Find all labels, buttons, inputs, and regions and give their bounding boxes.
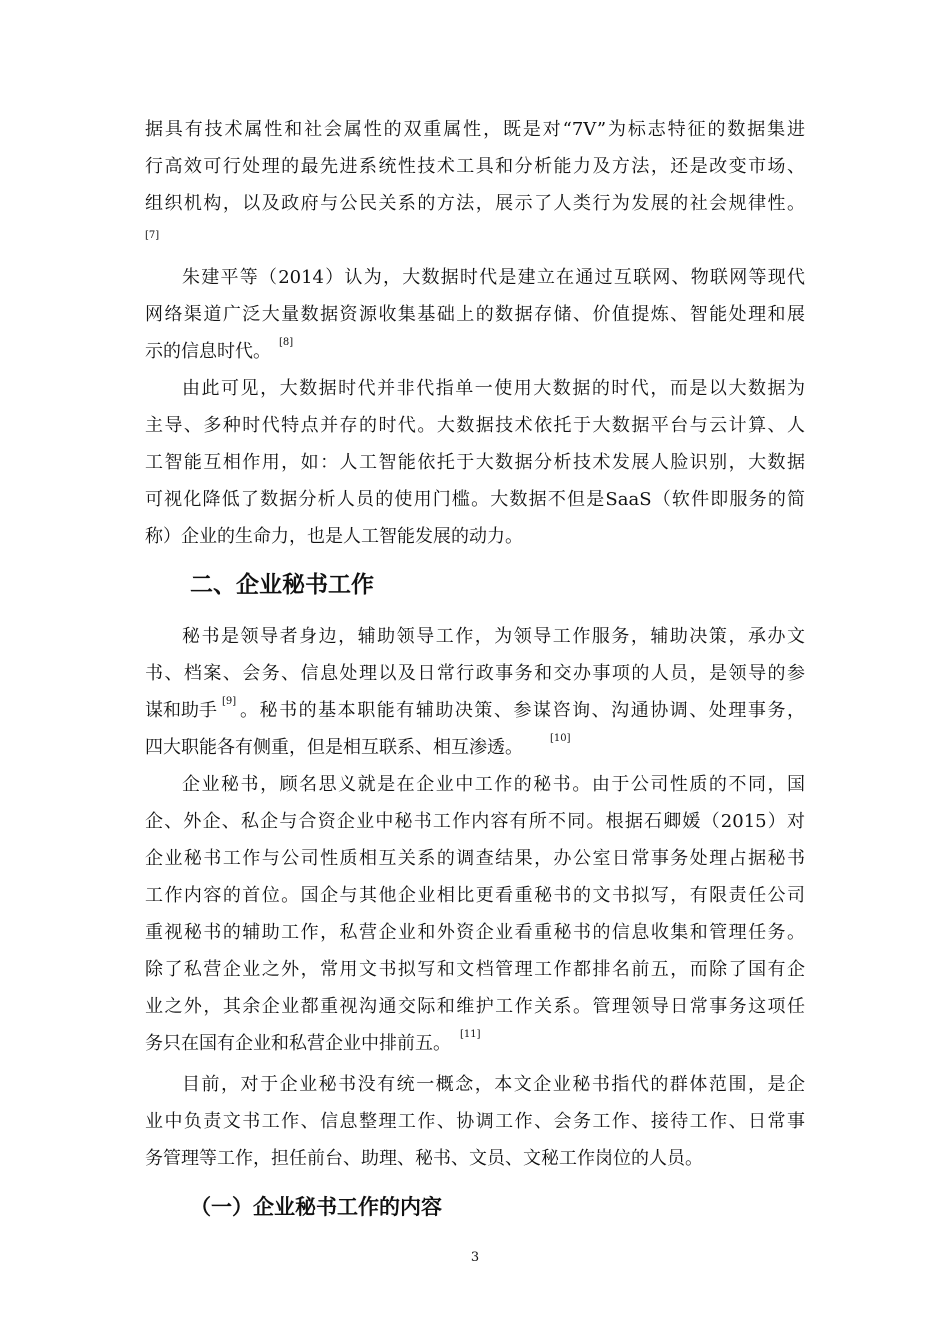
- page-number: 3: [470, 1250, 480, 1265]
- document-page: 据具有技术属性和社会属性的双重属性，既是对“7V”为标志特征的数据集进 行高效可行处理的最先进系统性技术工具和分析能力及方法，还是改变市场、 组织机构，以及政府与公民关系的方法，展示了人类行为发展的社会规律性。 [7] 朱建平等（2014）认为，大数据时代是建立在通过互联网、物联网等现代 网络渠道广泛大量数据资源收集基础上的数据存储、价值提炼、智能处理和展 示的信息时代。 [8] 由此可见，大数据时代并非代指单一使用大数据的时代，而是以大数据为 主导、多种时代特点并存的时代。大数据技术依托于大数据平台与云计算、人 工智能互相作用，如：人工智能依托于大数据分析技术发展人脸识别，大数据 可视化降低了数据分析人员的使用门槛。大数据不但是SaaS（软件即服务的简 称）企业的生命力，也是人工智能发展的动力。 二、企业秘书工作 秘书是领导者身边，辅助领导工作，为领导工作服务，辅助决策，承办文 书、档案、会务、信息处理以及日常行政事务和交办事项的人员，是领导的参 谋和助手 [9] 。秘书的基本职能有辅助决策、参谋咨询、沟通协调、处理事务， 四大职能各有侧重，但是相互联系、相互渗透。 [10] 企业秘书，顾名思义就是在企业中工作的秘书。由于公司性质的不同，国 企、外企、私企与合资企业中秘书工作内容有所不同。根据石卿媛（2015）对 企业秘书工作与公司性质相互关系的调查结果，办公室日常事务处理占据秘书 工作内容的首位。国企与其他企业相比更看重秘书的文书拟写，有限责任公司 重视秘书的辅助工作，私营企业和外资企业看重秘书的信息收集和管理任务。 除了私营企业之外，常用文书拟写和文档管理工作都排名前五，而除了国有企 业之外，其余企业都重视沟通交际和维护工作关系。管理领导日常事务这项任 务只在国有企业和私营企业中排前五。 [11] 目前，对于企业秘书没有统一概念，本文企业秘书指代的群体范围，是企 业中负责文书工作、信息整理工作、协调工作、会务工作、接待工作、日常事 务管理等工作，担任前台、助理、秘书、文员、文秘工作岗位的人员。 （一）企业秘书工作的内容 3: [0, 0, 950, 1344]
- citation-ref: [7]: [145, 230, 160, 241]
- subsection-heading: （一）企业秘书工作的内容: [190, 1195, 442, 1219]
- section-heading: 二、企业秘书工作: [190, 572, 374, 598]
